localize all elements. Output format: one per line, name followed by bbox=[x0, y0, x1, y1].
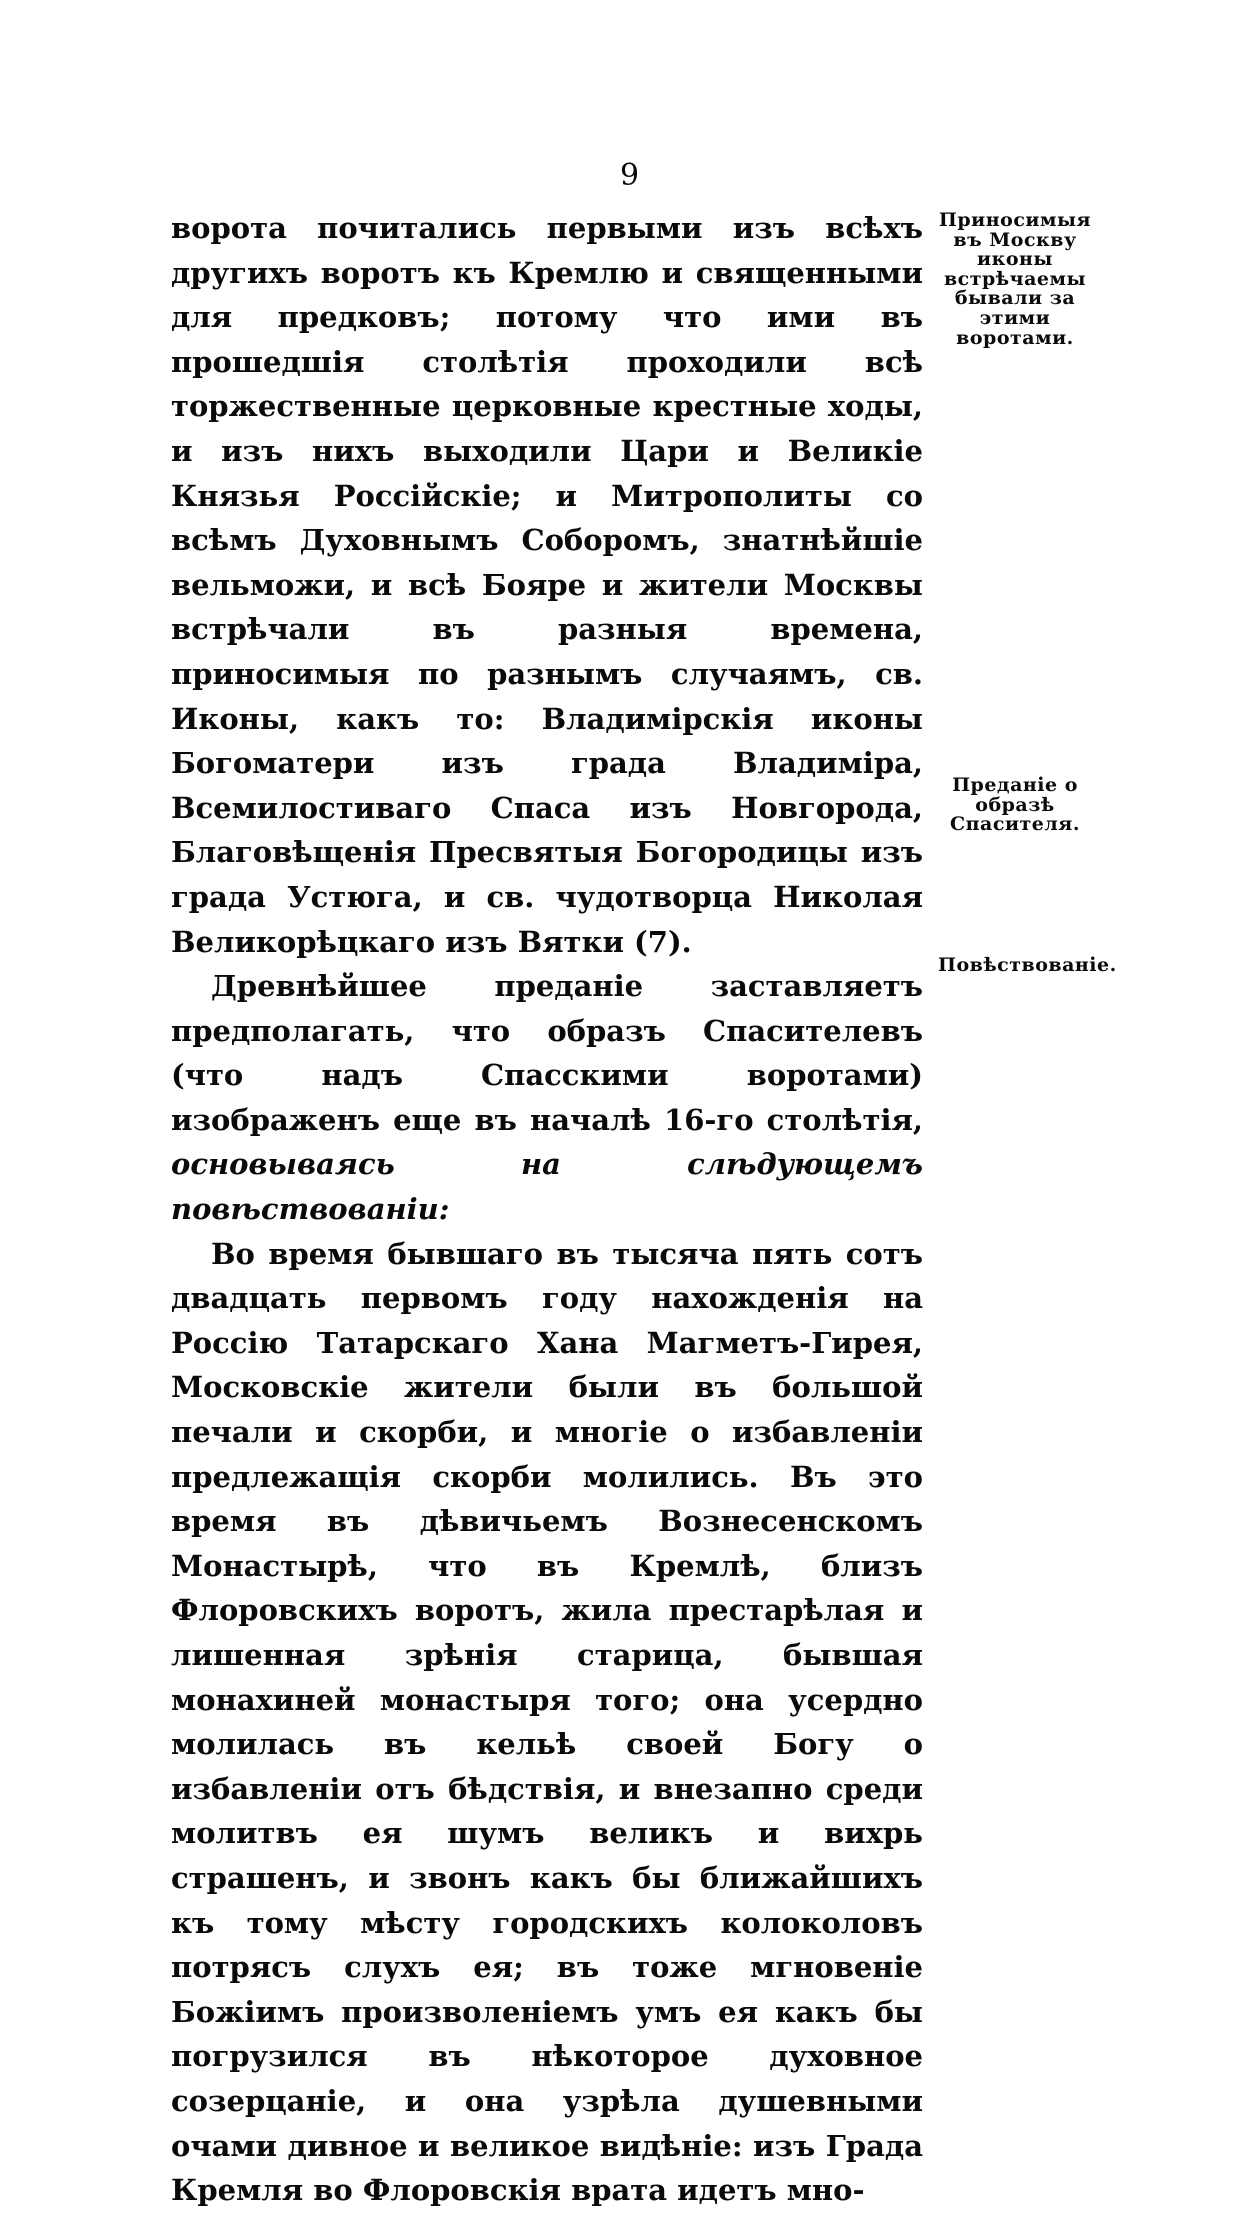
paragraph-1: ворота почитались первыми изъ всѣхъ другихъ воротъ къ Кремлю и священными для предковъ; потому что ими въ прошедшія столѣтія проходили всѣ торжественные церковные крестные ходы, и изъ нихъ выходили Цари и Великіе Князья Россійскіе; и Митрополиты со всѣмъ Духовнымъ Соборомъ, знатнѣйшіе вельможи, и всѣ Бояре и жители Москвы встрѣчали въ разныя времена, приносимыя по разнымъ случаямъ, св. Иконы, какъ то: Владимірскія иконы Богоматери изъ града Владиміра, Всемилостиваго Спаса изъ Новгорода, Благовѣщенія Пресвятыя Богородицы изъ града Устюга, и св. чудотворца Николая Великорѣцкаго изъ Вятки (7). bbox=[171, 211, 923, 959]
paragraph-2 bbox=[171, 964, 923, 1232]
margin-note-icons: Приносимыя въ Москву иконы встрѣчаемы бывали за этими воротами. bbox=[938, 209, 1092, 349]
paragraph-2-text: Древнѣйшее преданіе заставляетъ предполагать, что образъ Спасителевъ (что надъ Спасскими воротами) изображенъ еще въ началѣ 16-го столѣтія, bbox=[171, 969, 923, 1137]
paragraph-2-italic: основываясь на слѣдующемъ повѣствованіи: bbox=[171, 1147, 923, 1227]
margin-note-narrative: Повѣствованіе. bbox=[938, 954, 1117, 976]
page-number: 9 bbox=[619, 158, 640, 193]
paragraph-3: Во время бывшаго въ тысяча пять сотъ двадцать первомъ году нахожденія на Россію Татарскаго Хана Магметъ-Гирея, Московскіе жители были въ большой печали и скорби, и многіе о избавленіи предлежащія скорби молились. Въ это время въ дѣвичьемъ Вознесенскомъ Монастырѣ, что въ Кремлѣ, близъ Флоровскихъ воротъ, жила престарѣлая и лишенная зрѣнія старица, бывшая монахиней монастыря того; она усердно молилась въ кельѣ своей Богу о избавленіи отъ бѣдствія, и внезапно среди молитвъ ея шумъ великъ и вихрь страшенъ, и звонъ какъ бы ближайшихъ къ тому мѣсту городскихъ колоколовъ потрясъ слухъ ея; въ тоже мгновеніе Божіимъ произволеніемъ умъ ея какъ бы погрузился въ нѣкоторое духовное созерцаніе, и она узрѣла душевными очами дивное и великое видѣніе: изъ Града Кремля во Флоровскія врата идетъ мно- bbox=[171, 1236, 923, 2208]
margin-note-tradition: Преданіе о образѣ Спасителя. bbox=[950, 774, 1080, 836]
main-text-column bbox=[171, 206, 923, 2213]
